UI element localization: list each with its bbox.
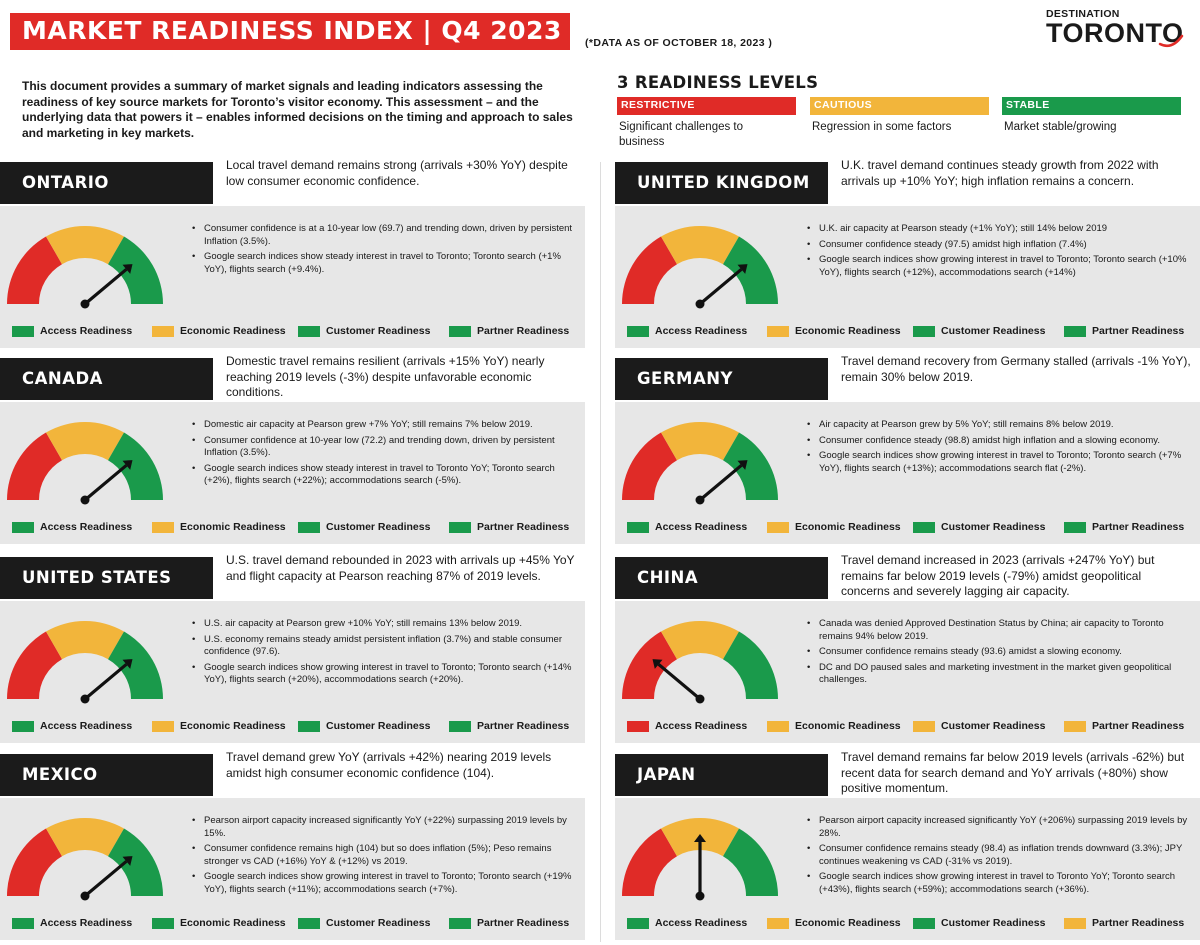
level-restrictive (617, 97, 796, 150)
market-bullet-list (190, 618, 580, 690)
readiness-legend (627, 917, 1197, 931)
market-bullet: • DC and DO paused sales and marketing investment in the market given geopolitical challenges. (807, 661, 1172, 685)
readiness-swatch (913, 326, 935, 337)
gauge-container (620, 816, 780, 907)
market-bullet: • Pearson airport capacity increased significantly YoY (+22%) surpassing 2019 levels by 15%. (192, 815, 567, 839)
gauge-needle (85, 465, 126, 500)
level-description: Significant challenges to business (619, 121, 744, 148)
readiness-swatch (152, 721, 174, 732)
gauge-container (5, 816, 165, 907)
market-bullet: • Canada was denied Approved Destination Status by China; air capacity to Toronto remains 94% below 2019. (807, 618, 1164, 642)
bullet-text: Google search indices show growing interest in travel to Toronto YoY; Toronto search (+43%), flights search (+59%); accommodations search (+36%). (819, 871, 1176, 895)
bullet-text: Consumer confidence is at a 10-year low (69.7) and trending down, driven by persistent Inflation (3.5%). (204, 223, 573, 247)
market-name-banner (615, 557, 828, 599)
legend-label: Customer Readiness (941, 917, 1046, 929)
market-bullet: • Consumer confidence is at a 10-year low (69.7) and trending down, driven by persistent Inflation (3.5%). (192, 223, 573, 247)
legend-label: Customer Readiness (326, 720, 431, 732)
market-summary: U.S. travel demand rebounded in 2023 with arrivals up +45% YoY and flight capacity at Pearson reaching 87% of 2019 levels. (226, 553, 575, 583)
readiness-swatch (298, 522, 320, 533)
readiness-swatch (913, 918, 935, 929)
readiness-swatch (298, 918, 320, 929)
bullet-text: U.S. air capacity at Pearson grew +10% YoY; still remains 13% below 2019. (204, 618, 523, 629)
levels-title: 3 READINESS LEVELS (617, 73, 819, 92)
legend-label: Access Readiness (40, 917, 133, 929)
bullet-text: Google search indices show growing interest in travel to Toronto; Toronto search (+10% YoY), flights search (+12%), accommodations search (+14%) (819, 254, 1187, 278)
market-bullet: • Google search indices show steady interest in travel to Toronto; Toronto search (+1% YoY), flights search (+9.4%). (192, 251, 561, 275)
readiness-gauge (5, 224, 165, 310)
market-summary: U.K. travel demand continues steady growth from 2022 with arrivals up +10% YoY; high inflation remains a concern. (841, 158, 1159, 188)
gauge-pivot (81, 496, 90, 505)
market-bullet-list (805, 815, 1195, 899)
market-summary: Travel demand increased in 2023 (arrivals +247% YoY) but remains far below 2019 levels (-79%) amidst geopolitical concerns and severely lagging air capacity. (841, 553, 1155, 598)
readiness-swatch (913, 522, 935, 533)
legend-label: Economic Readiness (795, 720, 901, 732)
legend-label: Economic Readiness (795, 325, 901, 337)
legend-label: Partner Readiness (1092, 325, 1185, 337)
readiness-swatch (627, 918, 649, 929)
market-bullet: • Google search indices show growing interest in travel to Toronto; Toronto search (+10% YoY), flights search (+12%), accommodations search (+14%) (807, 254, 1187, 278)
readiness-swatch (1064, 918, 1086, 929)
readiness-gauge (5, 619, 165, 705)
level-label: RESTRICTIVE (617, 97, 796, 115)
readiness-swatch (152, 326, 174, 337)
market-name-banner (0, 162, 213, 204)
legend-label: Access Readiness (40, 325, 133, 337)
gauge-needle (85, 861, 126, 896)
legend-label: Customer Readiness (941, 325, 1046, 337)
gauge-container (620, 224, 780, 315)
market-name-banner (0, 358, 213, 400)
level-description: Market stable/growing (1004, 121, 1117, 133)
market-bullet-list (805, 618, 1195, 690)
brand-logo-main: TORONTO (1046, 18, 1184, 48)
market-name-banner (615, 754, 828, 796)
gauge-pivot (81, 300, 90, 309)
readiness-swatch (627, 522, 649, 533)
readiness-swatch (627, 326, 649, 337)
market-bullet: • Google search indices show growing interest in travel to Toronto YoY; Toronto search (+43%), flights search (+59%); accommodations search (+36%). (807, 871, 1176, 895)
level-label: CAUTIOUS (810, 97, 989, 115)
market-card (615, 158, 1200, 348)
readiness-swatch (767, 721, 789, 732)
legend-label: Access Readiness (40, 720, 133, 732)
readiness-swatch (1064, 326, 1086, 337)
market-summary: Travel demand grew YoY (arrivals +42%) nearing 2019 levels amidst high consumer economic confidence (104). (226, 750, 552, 780)
market-bullet: • Google search indices show growing interest in travel to Toronto; Toronto search (+19% YoY), flights search (+11%); accommodations search (+7%). (192, 871, 572, 895)
page-title: MARKET READINESS INDEX | Q4 2023 (22, 16, 562, 45)
bullet-text: Consumer confidence remains steady (98.4) as inflation trends downward (3.3%); JPY continues weakening vs CAD (-31% vs 2019). (819, 843, 1183, 867)
readiness-swatch (298, 326, 320, 337)
market-card (615, 750, 1200, 940)
market-bullet: • Consumer confidence remains high (104) but so does inflation (5%); Peso remains stronger vs CAD (+16%) YoY & (+12%) vs 2019. (192, 843, 552, 867)
market-bullet: • U.S. air capacity at Pearson grew +10% YoY; still remains 13% below 2019. (192, 618, 523, 629)
readiness-gauge (620, 619, 780, 705)
market-name: CANADA (22, 369, 103, 388)
market-card (0, 553, 585, 743)
market-name-banner (615, 358, 828, 400)
market-bullet: • Google search indices show growing interest in travel to Toronto; Toronto search (+14% YoY), flights search (+20%), accommodations search (+20%). (192, 661, 572, 685)
readiness-swatch (449, 522, 471, 533)
market-summary: Local travel demand remains strong (arrivals +30% YoY) despite low consumer economic confidence. (226, 158, 568, 188)
gauge-needle (85, 269, 126, 304)
market-bullet-list (190, 223, 580, 279)
legend-label: Customer Readiness (941, 720, 1046, 732)
readiness-swatch (913, 721, 935, 732)
readiness-legend (12, 917, 582, 931)
bullet-text: Domestic air capacity at Pearson grew +7% YoY; still remains 7% below 2019. (204, 419, 533, 430)
bullet-text: Consumer confidence remains high (104) but so does inflation (5%); Peso remains stronger vs CAD (+16%) YoY & (+12%) vs 2019. (204, 843, 552, 867)
market-name: MEXICO (22, 765, 98, 784)
bullet-text: Canada was denied Approved Destination Status by China; air capacity to Toronto remains 94% below 2019. (819, 618, 1164, 642)
readiness-swatch (449, 721, 471, 732)
gauge-needle (659, 664, 700, 699)
bullet-text: U.K. air capacity at Pearson steady (+1% YoY); still 14% below 2019 (819, 223, 1108, 234)
bullet-text: Google search indices show growing interest in travel to Toronto; Toronto search (+14% YoY), flights search (+20%), accommodations search (+20%). (204, 661, 572, 685)
market-bullet: • Google search indices show growing interest in travel to Toronto; Toronto search (+7% YoY), flights search (+13%); accommodations search flat (-2%). (807, 450, 1182, 474)
legend-label: Customer Readiness (326, 521, 431, 533)
readiness-legend (627, 720, 1197, 734)
readiness-legend (627, 521, 1197, 535)
legend-label: Economic Readiness (180, 325, 286, 337)
market-card (615, 553, 1200, 743)
legend-label: Partner Readiness (477, 521, 570, 533)
gauge-pivot (696, 695, 705, 704)
bullet-text: Pearson airport capacity increased significantly YoY (+22%) surpassing 2019 levels by 15%. (204, 815, 567, 839)
gauge-container (5, 420, 165, 511)
readiness-gauge (5, 816, 165, 902)
market-bullet: • Domestic air capacity at Pearson grew +7% YoY; still remains 7% below 2019. (192, 419, 533, 430)
readiness-legend (627, 325, 1197, 339)
readiness-gauge (620, 224, 780, 310)
readiness-swatch (767, 522, 789, 533)
legend-label: Access Readiness (655, 917, 748, 929)
readiness-swatch (12, 326, 34, 337)
market-name: ONTARIO (22, 173, 109, 192)
gauge-needle (700, 465, 741, 500)
market-bullet: • Consumer confidence at 10-year low (72.2) and trending down, driven by persistent Inflation (3.5%). (192, 434, 555, 458)
legend-label: Partner Readiness (1092, 917, 1185, 929)
market-name-banner (0, 557, 213, 599)
market-bullet-list (190, 815, 580, 899)
market-name: UNITED KINGDOM (637, 173, 810, 192)
level-label: STABLE (1002, 97, 1181, 115)
market-summary: Travel demand remains far below 2019 levels (arrivals -62%) but recent data for search demand and YoY arrivals (+80%) show positive momentum. (841, 750, 1185, 795)
market-summary: Travel demand recovery from Germany stalled (arrivals -1% YoY), remain 30% below 2019. (841, 354, 1191, 384)
market-bullet-list (190, 419, 580, 491)
market-card (615, 354, 1200, 544)
market-bullet-list (805, 419, 1195, 478)
legend-label: Access Readiness (655, 325, 748, 337)
legend-label: Access Readiness (655, 720, 748, 732)
readiness-gauge (620, 420, 780, 506)
readiness-gauge (5, 420, 165, 506)
readiness-swatch (1064, 522, 1086, 533)
level-cautious (810, 97, 989, 135)
market-bullet: • Consumer confidence remains steady (93.6) amidst a slowing economy. (807, 646, 1122, 657)
market-bullet: • Consumer confidence steady (97.5) amidst high inflation (7.4%) (807, 238, 1087, 250)
market-bullet: • Consumer confidence remains steady (98.4) as inflation trends downward (3.3%); JPY continues weakening vs CAD (-31% vs 2019). (807, 843, 1183, 867)
gauge-container (5, 619, 165, 710)
gauge-needle (700, 269, 741, 304)
legend-label: Customer Readiness (941, 521, 1046, 533)
bullet-text: Google search indices show steady interest in travel to Toronto; Toronto search (+1% YoY), flights search (+9.4%). (204, 251, 561, 275)
date-note: (*DATA AS OF OCTOBER 18, 2023 ) (585, 37, 773, 49)
level-stable (1002, 97, 1181, 135)
bullet-text: Google search indices show growing interest in travel to Toronto; Toronto search (+7% YoY), flights search (+13%); accommodations search flat (-2%). (819, 450, 1182, 474)
bullet-text: DC and DO paused sales and marketing investment in the market given geopolitical challenges. (819, 661, 1172, 685)
market-bullet: • U.S. economy remains steady amidst persistent inflation (3.7%) and stable consumer confidence (97.6). (192, 633, 562, 657)
readiness-swatch (298, 721, 320, 732)
gauge-needle (85, 664, 126, 699)
market-bullet: • Consumer confidence steady (98.8) amidst high inflation and a slowing economy. (807, 434, 1160, 446)
market-card (0, 750, 585, 940)
market-bullet-list (805, 223, 1195, 282)
market-name: GERMANY (637, 369, 733, 388)
market-name: JAPAN (637, 765, 696, 784)
brand-swoosh-icon (1158, 34, 1184, 48)
legend-label: Access Readiness (40, 521, 133, 533)
legend-label: Customer Readiness (326, 917, 431, 929)
bullet-text: Pearson airport capacity increased significantly YoY (+206%) surpassing 2019 levels by 28%. (819, 815, 1188, 839)
readiness-swatch (1064, 721, 1086, 732)
readiness-swatch (449, 326, 471, 337)
market-bullet: • Pearson airport capacity increased significantly YoY (+206%) surpassing 2019 levels by 28%. (807, 815, 1188, 839)
market-name: CHINA (637, 568, 699, 587)
level-description: Regression in some factors (812, 121, 952, 133)
market-card (0, 354, 585, 544)
gauge-pivot (696, 892, 705, 901)
market-name-banner (615, 162, 828, 204)
legend-label: Customer Readiness (326, 325, 431, 337)
readiness-swatch (767, 326, 789, 337)
market-bullet: • Google search indices show steady interest in travel to Toronto YoY; Toronto search (+2%), flights search (+22%); accommodations search (-5%). (192, 462, 555, 486)
legend-label: Economic Readiness (180, 521, 286, 533)
readiness-legend (12, 720, 582, 734)
market-bullet: • U.K. air capacity at Pearson steady (+1% YoY); still 14% below 2019 (807, 223, 1108, 234)
bullet-text: Air capacity at Pearson grew by 5% YoY; still remains 8% below 2019. (819, 419, 1114, 430)
market-bullet: • Air capacity at Pearson grew by 5% YoY; still remains 8% below 2019. (807, 419, 1114, 430)
readiness-swatch (767, 918, 789, 929)
readiness-swatch (12, 721, 34, 732)
readiness-gauge (620, 816, 780, 902)
gauge-pivot (81, 892, 90, 901)
gauge-container (620, 619, 780, 710)
market-summary: Domestic travel remains resilient (arrivals +15% YoY) nearly reaching 2019 levels (-3%) despite unfavorable economic conditions. (226, 354, 545, 399)
legend-label: Economic Readiness (795, 521, 901, 533)
gauge-container (5, 224, 165, 315)
legend-label: Access Readiness (655, 521, 748, 533)
legend-label: Partner Readiness (1092, 521, 1185, 533)
legend-label: Economic Readiness (180, 917, 286, 929)
market-name: UNITED STATES (22, 568, 172, 587)
readiness-swatch (152, 918, 174, 929)
readiness-legend (12, 521, 582, 535)
market-name-banner (0, 754, 213, 796)
bullet-text: Consumer confidence steady (97.5) amidst high inflation (7.4%) (819, 238, 1087, 250)
legend-label: Economic Readiness (180, 720, 286, 732)
gauge-pivot (696, 300, 705, 309)
readiness-swatch (152, 522, 174, 533)
bullet-text: Google search indices show growing interest in travel to Toronto; Toronto search (+19% YoY), flights search (+11%); accommodations search (+7%). (204, 871, 572, 895)
market-card (0, 158, 585, 348)
title-banner (10, 13, 570, 50)
readiness-swatch (12, 522, 34, 533)
legend-label: Partner Readiness (477, 325, 570, 337)
bullet-text: Consumer confidence remains steady (93.6) amidst a slowing economy. (819, 646, 1122, 657)
legend-label: Partner Readiness (477, 720, 570, 732)
legend-label: Economic Readiness (795, 917, 901, 929)
bullet-text: Consumer confidence at 10-year low (72.2) and trending down, driven by persistent Inflation (3.5%). (204, 434, 555, 458)
legend-label: Partner Readiness (1092, 720, 1185, 732)
legend-label: Partner Readiness (477, 917, 570, 929)
bullet-text: Google search indices show steady interest in travel to Toronto YoY; Toronto search (+2%), flights search (+22%); accommodations search (-5%). (204, 462, 555, 486)
gauge-container (620, 420, 780, 511)
gauge-pivot (696, 496, 705, 505)
bullet-text: Consumer confidence steady (98.8) amidst high inflation and a slowing economy. (819, 434, 1160, 446)
brand-logo-top: DESTINATION (1046, 8, 1120, 20)
readiness-swatch (12, 918, 34, 929)
intro-text: This document provides a summary of market signals and leading indicators assessing the readiness of key source markets for Toronto’s visitor economy. This assessment – and the underlying data that powers it – enables informed decisions on the timing and approach to sales and marketing in key markets. (22, 79, 573, 140)
bullet-text: U.S. economy remains steady amidst persistent inflation (3.7%) and stable consumer confidence (97.6). (204, 633, 562, 657)
column-divider (600, 162, 601, 942)
readiness-swatch (449, 918, 471, 929)
gauge-pivot (81, 695, 90, 704)
readiness-legend (12, 325, 582, 339)
readiness-swatch (627, 721, 649, 732)
